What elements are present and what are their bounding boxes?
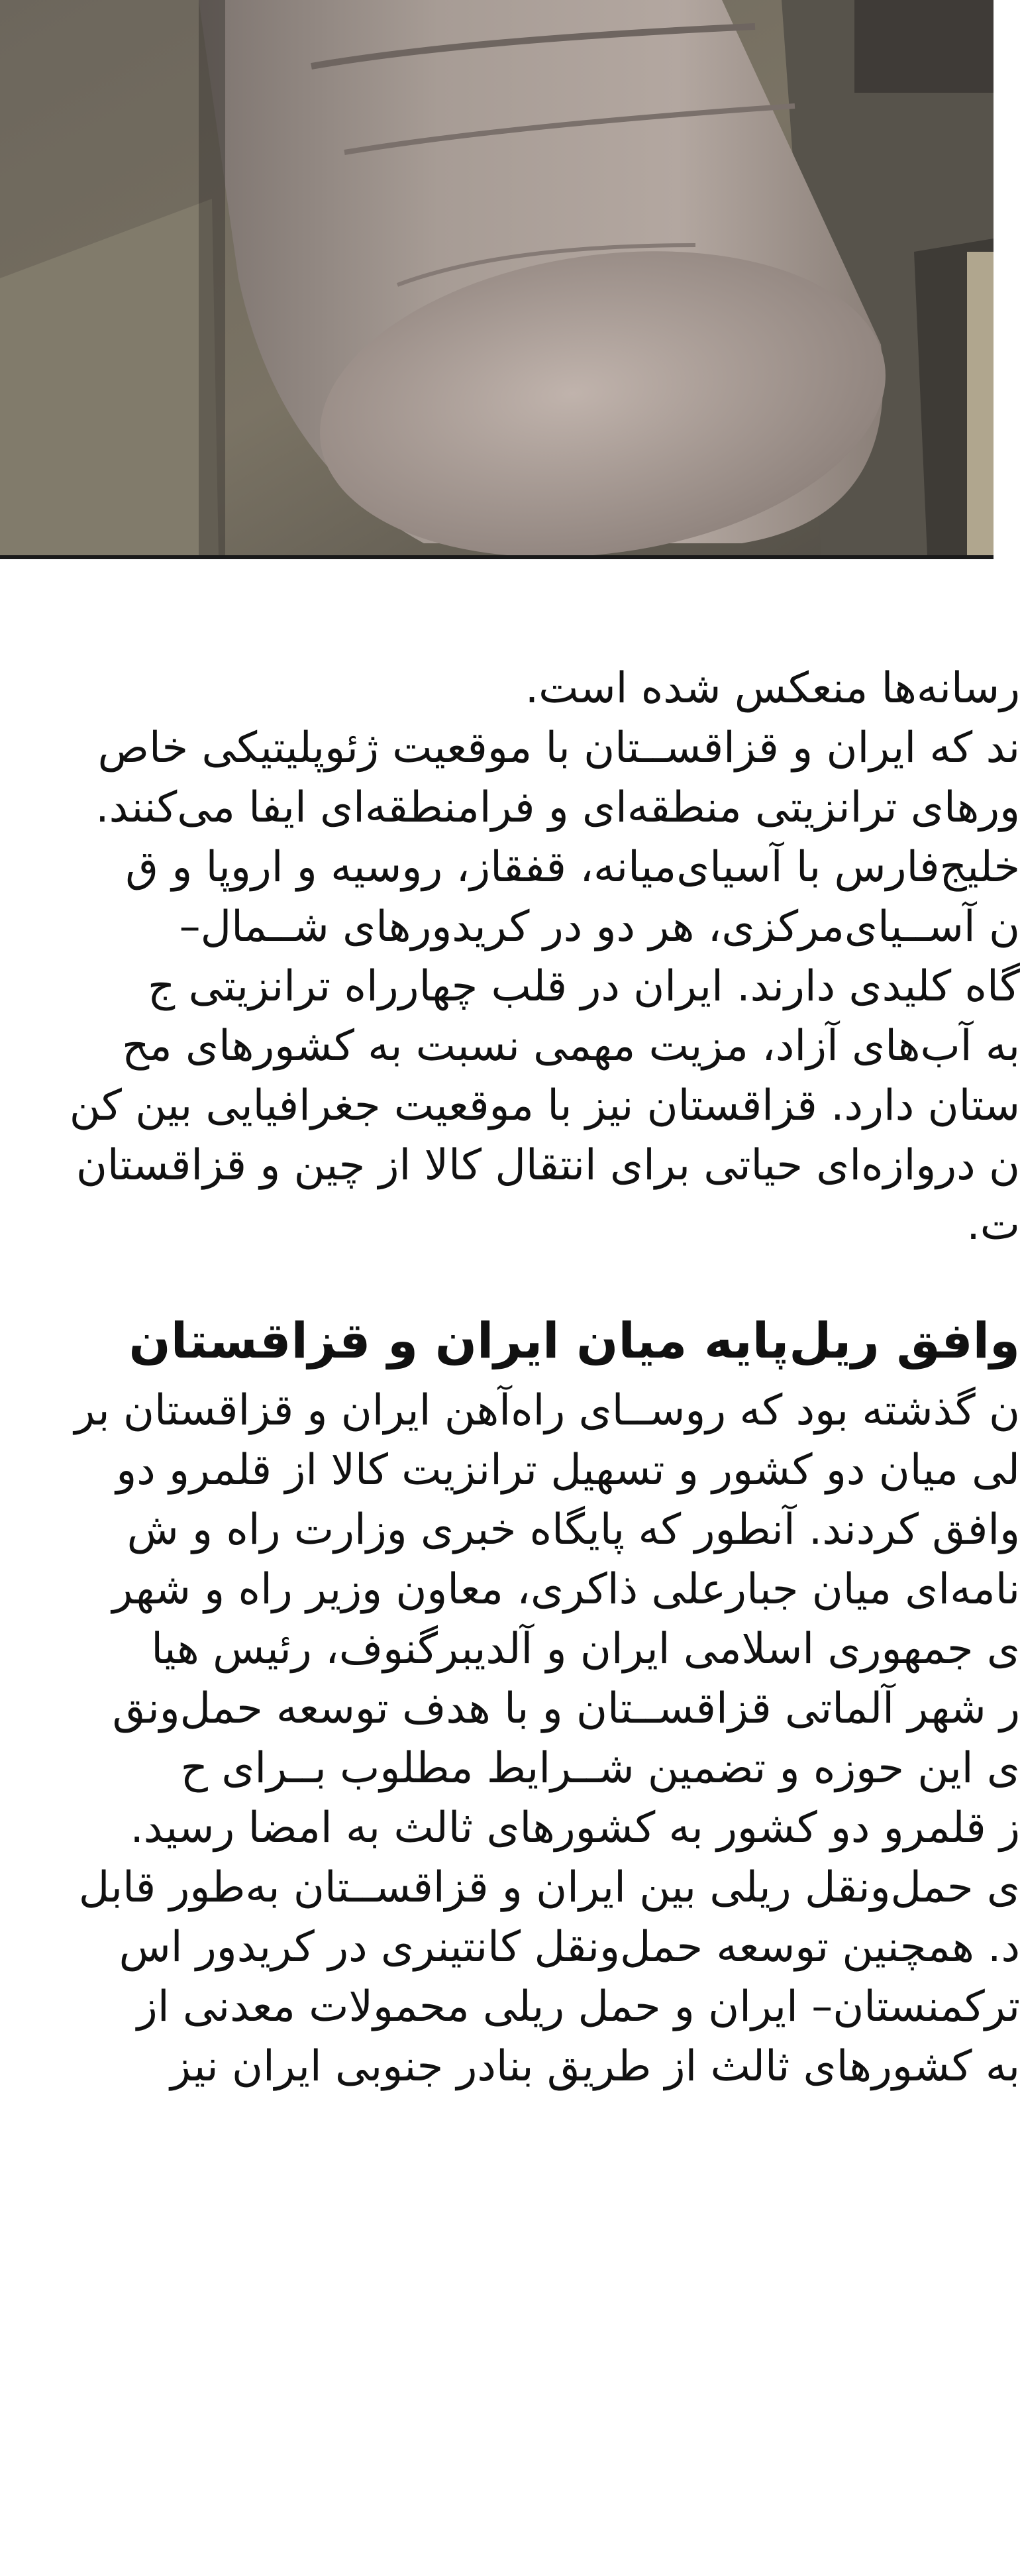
text-line: ز قلمرو دو کشور به کشورهای ثالث به امضا رسید. xyxy=(130,1803,1020,1852)
text-line: ی جمهوری اسلامی ایران و آلدیبرگنوف، رئیس هیا xyxy=(151,1625,1020,1674)
text-line: ر شهر آلماتی قزاقســتان و با هدف توسعه حمل‌ونق xyxy=(112,1684,1020,1733)
text-line: ند که ایران و قزاقســتان با موقعیت ژئوپلیتیکی خاص xyxy=(97,724,1020,773)
tank-car-photo xyxy=(0,0,994,555)
text-line: وافق کردند. آنطور که پایگاه خبری وزارت راه و ش xyxy=(127,1505,1020,1554)
text-line: لی میان دو کشور و تسهیل ترانزیت کالا از قلمرو دو xyxy=(116,1446,1020,1495)
text-line: به کشورهای ثالث از طریق بنادر جنوبی ایران نیز xyxy=(170,2042,1020,2091)
text-line: ورهای ترانزیتی منطقه‌ای و فرامنطقه‌ای ایفا می‌کنند. xyxy=(95,783,1020,832)
text-line: ستان دارد. قزاقستان نیز با موقعیت جغرافیایی بین کن xyxy=(69,1081,1020,1130)
text-line: گاه کلیدی دارند. ایران در قلب چهارراه ترانزیتی ج xyxy=(147,962,1020,1011)
text-line: به آب‌های آزاد، مزیت مهمی نسبت به کشورهای مح xyxy=(122,1022,1020,1071)
text-line: ی این حوزه و تضمین شــرایط مطلوب بــرای ح xyxy=(180,1744,1020,1793)
text-line: ن دروازه‌ای حیاتی برای انتقال کالا از چین و قزاقستان xyxy=(76,1141,1020,1190)
text-line: نامه‌ای میان جبارعلی ذاکری، معاون وزیر راه و شهر xyxy=(112,1565,1020,1614)
text-line: د. همچنین توسعه حمل‌ونقل کانتینری در کریدور اس xyxy=(119,1923,1020,1972)
article-body xyxy=(0,559,1020,2576)
text-line: ی حمل‌ونقل ریلی بین ایران و قزاقســتان به‌طور قابل xyxy=(78,1863,1020,1912)
section-heading: وافق ریل‌پایه میان ایران و قزاقستان xyxy=(128,1313,1020,1369)
text-line: خلیج‌فارس با آسیای‌میانه، قفقاز، روسیه و اروپا و ق xyxy=(125,843,1020,892)
text-line: ن آســیای‌مرکزی، هر دو در کریدورهای شــمال– xyxy=(179,902,1020,951)
text-line: ت. xyxy=(966,1201,1020,1250)
text-line: رسانه‌ها منعکس شده است. xyxy=(525,664,1020,713)
text-line: ترکمنستان– ایران و حمل ریلی محمولات معدنی از xyxy=(136,1982,1020,2031)
text-line: ن گذشته بود که روســای راه‌آهن ایران و قزاقستان بر xyxy=(74,1386,1020,1435)
